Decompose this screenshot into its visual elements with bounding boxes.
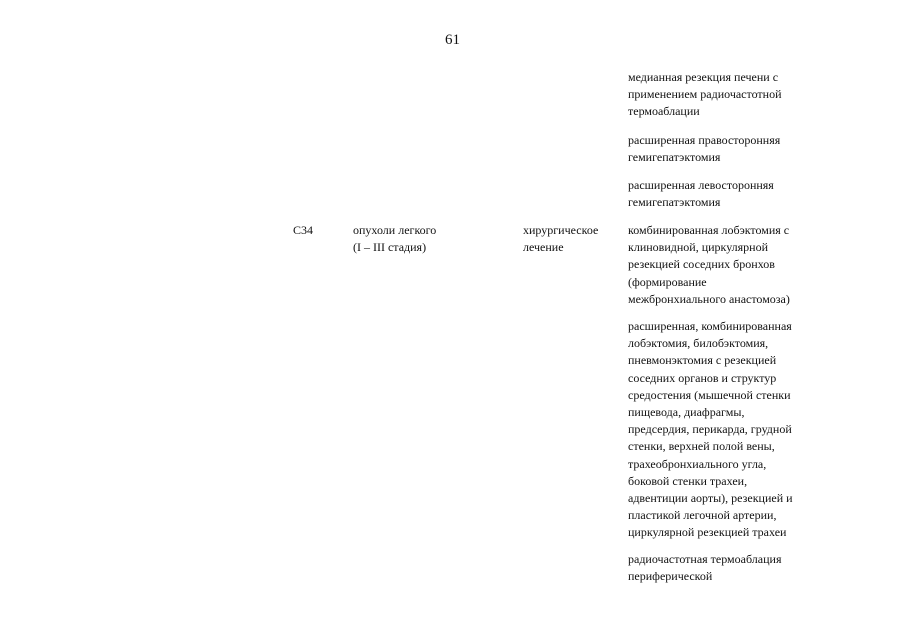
method-line: расширенная левосторонняя (628, 178, 774, 192)
method-line: (формирование (628, 274, 707, 289)
method-line: трахеобронхиального угла, (628, 456, 767, 471)
method-entry (628, 222, 818, 308)
treatment-line: хирургическое (523, 223, 599, 237)
method-line: термоаблации (628, 104, 700, 119)
method-line: комбинированная лобэктомия с (628, 223, 790, 237)
method-line: пищевода, диафрагмы, (628, 405, 745, 420)
method-line: радиочастотная термоаблация (628, 552, 782, 566)
method-line: применением радиочастотной (628, 87, 782, 102)
method-line: периферической (628, 569, 713, 584)
method-entry (628, 69, 818, 121)
method-line: циркулярной резекцией трахеи (628, 525, 787, 540)
page-number: 61 (445, 32, 460, 48)
method-line: адвентиции аорты), резекцией и (628, 491, 793, 506)
diagnosis-code: C34 (293, 223, 314, 237)
method-line: гемигепатэктомия (628, 150, 721, 165)
method-line: предсердия, перикарда, грудной (628, 422, 792, 437)
method-line: межбронхиального анастомоза) (628, 291, 790, 306)
method-entry (628, 132, 818, 166)
method-line: боковой стенки трахеи, (628, 473, 748, 488)
method-line: соседних органов и структур (628, 370, 777, 385)
method-line: лобэктомия, билобэктомия, (628, 336, 769, 351)
method-line: средостения (мышечной стенки (628, 387, 791, 402)
method-line: пневмонэктомия с резекцией (628, 353, 777, 368)
treatment-type (523, 222, 623, 256)
method-line: стенки, верхней полой вены, (628, 439, 775, 454)
diagnosis-line: опухоли легкого (353, 223, 437, 237)
diagnosis-description (353, 222, 513, 256)
method-entry (628, 318, 818, 542)
method-line: клиновидной, циркулярной (628, 240, 769, 255)
method-line: пластикой легочной артерии, (628, 508, 777, 523)
method-entry (628, 177, 818, 211)
method-line: гемигепатэктомия (628, 195, 721, 210)
method-entry (628, 551, 818, 585)
method-line: резекцией соседних бронхов (628, 257, 775, 272)
treatment-line: лечение (523, 240, 564, 255)
method-line: медианная резекция печени с (628, 70, 779, 84)
method-line: расширенная, комбинированная (628, 319, 792, 333)
method-line: расширенная правосторонняя (628, 133, 781, 147)
diagnosis-line: (I – III стадия) (353, 240, 427, 255)
